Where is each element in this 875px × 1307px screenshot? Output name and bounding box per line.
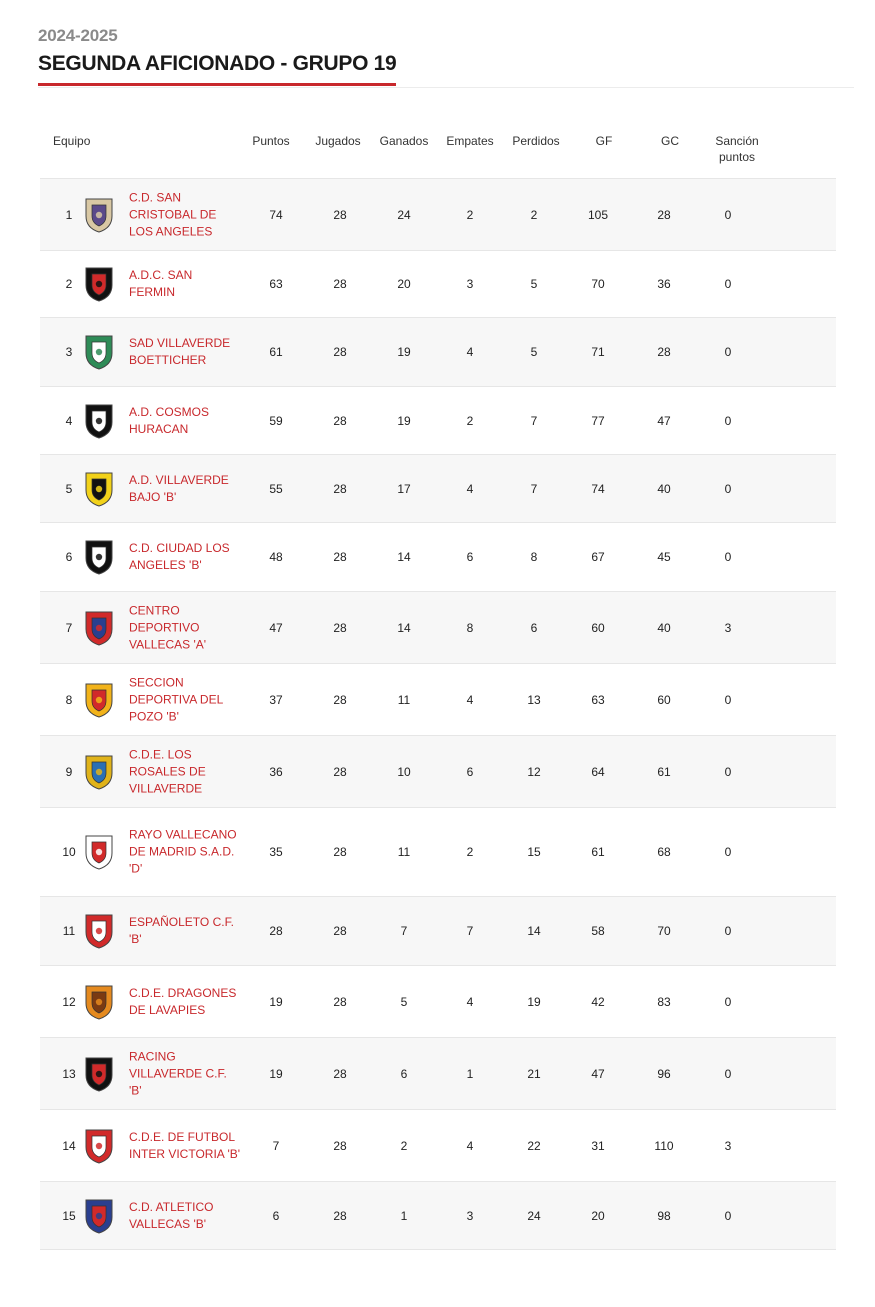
team-name-link[interactable]: C.D.E. DE FUTBOL INTER VICTORIA 'B' [129,1129,241,1161]
page-title: SEGUNDA AFICIONADO - GRUPO 19 [38,52,396,86]
team-crest-icon[interactable] [82,912,116,950]
team-sanction: 0 [724,345,732,359]
team-goals-against: 110 [654,1138,674,1153]
team-lost: 14 [527,924,541,938]
team-won: 14 [397,550,411,564]
col-team[interactable]: Equipo [53,134,91,148]
team-drawn: 7 [466,924,474,938]
team-crest-icon[interactable] [82,753,116,791]
row-position: 2 [65,277,73,291]
team-drawn: 2 [466,413,474,428]
team-points: 19 [269,994,283,1009]
team-won: 7 [400,924,408,938]
team-drawn: 6 [466,550,474,564]
team-lost: 5 [530,345,538,359]
team-drawn: 4 [466,692,474,707]
team-name-link[interactable]: C.D. CIUDAD LOS ANGELES 'B' [129,541,230,572]
team-crest-icon[interactable] [82,681,116,719]
team-won: 11 [397,845,411,859]
team-name-link[interactable]: RACING VILLAVERDE C.F. 'B' [129,1049,227,1097]
team-played: 28 [333,1066,347,1081]
team-won: 11 [397,692,411,707]
team-goals-for: 47 [591,1066,605,1081]
team-won: 20 [397,277,411,291]
team-goals-against: 70 [657,924,671,938]
row-position: 15 [62,1208,76,1223]
team-goals-against: 40 [657,620,671,635]
row-position: 11 [62,924,76,938]
team-won: 2 [400,1138,408,1153]
table-row[interactable] [40,1037,836,1109]
team-goals-for: 64 [591,764,605,779]
team-points: 6 [272,1208,280,1223]
row-position: 3 [65,345,73,359]
team-lost: 7 [530,481,538,496]
team-goals-for: 20 [591,1208,605,1223]
team-sanction: 0 [724,1208,732,1223]
team-name-link[interactable]: C.D.E. LOS ROSALES DE VILLAVERDE [129,747,206,795]
row-position: 12 [62,994,76,1009]
team-goals-for: 61 [591,845,605,859]
row-position: 10 [62,845,76,859]
team-points: 47 [269,620,283,635]
team-sanction: 0 [724,207,732,222]
row-position: 6 [65,550,73,564]
team-played: 28 [333,277,347,291]
team-goals-for: 58 [591,924,605,938]
table-row[interactable] [40,1181,836,1249]
team-goals-for: 105 [587,207,609,222]
team-points: 63 [269,277,283,291]
team-won: 6 [400,1066,408,1081]
team-name-link[interactable]: CENTRO DEPORTIVO VALLECAS 'A' [129,603,207,651]
team-drawn: 4 [466,481,474,496]
team-crest-icon[interactable] [82,1197,116,1235]
team-won: 19 [397,345,411,359]
team-sanction: 0 [724,924,732,938]
team-sanction: 0 [724,764,732,779]
table-row[interactable] [40,1109,836,1181]
season-label: 2024-2025 [38,26,118,45]
team-sanction: 0 [724,277,732,291]
team-goals-for: 60 [591,620,605,635]
team-name-link[interactable]: SAD VILLAVERDE BOETTICHER [129,336,231,367]
team-lost: 24 [527,1208,541,1223]
team-played: 28 [333,413,347,428]
team-lost: 7 [530,413,538,428]
table-row[interactable] [40,317,836,386]
team-goals-for: 70 [591,277,605,291]
table-row[interactable] [40,178,836,250]
team-drawn: 2 [466,845,474,859]
team-drawn: 4 [466,994,474,1009]
team-won: 17 [397,481,411,496]
team-played: 28 [333,994,347,1009]
team-crest-icon[interactable] [82,538,116,576]
table-row[interactable] [40,591,836,663]
table-header [40,124,836,178]
col-points[interactable]: Puntos [252,134,290,148]
row-position: 7 [65,620,73,635]
col-gc[interactable]: GC [661,134,679,148]
team-lost: 15 [527,845,541,859]
team-crest-icon[interactable] [82,609,116,647]
header-divider [38,87,854,88]
table-row[interactable] [40,454,836,522]
team-name-link[interactable]: ESPAÑOLETO C.F. 'B' [129,915,234,946]
team-goals-against: 96 [657,1066,671,1081]
team-crest-icon[interactable] [82,402,116,440]
team-played: 28 [333,550,347,564]
team-played: 28 [333,924,347,938]
team-points: 59 [269,413,283,428]
team-goals-for: 31 [591,1138,605,1153]
team-goals-for: 67 [591,550,605,564]
team-drawn: 4 [466,1138,474,1153]
team-points: 37 [269,692,283,707]
table-row[interactable] [40,807,836,896]
row-position: 4 [65,413,73,428]
team-goals-against: 98 [657,1208,671,1223]
table-row[interactable] [40,250,836,317]
col-drawn[interactable]: Empates [446,134,494,148]
team-lost: 19 [527,994,541,1009]
row-position: 1 [65,207,73,222]
team-sanction: 0 [724,845,732,859]
team-drawn: 3 [466,277,474,291]
team-goals-for: 74 [591,481,605,496]
team-goals-against: 47 [657,413,671,428]
team-points: 74 [269,207,283,222]
team-points: 55 [269,481,283,496]
team-goals-against: 68 [657,845,671,859]
team-sanction: 3 [724,1138,732,1153]
team-name-link[interactable]: C.D.E. DRAGONES DE LAVAPIES [129,985,237,1017]
team-crest-icon[interactable] [82,833,116,871]
col-sanction[interactable] [704,133,770,165]
team-sanction: 0 [724,1066,732,1081]
team-crest-icon[interactable] [82,265,116,303]
team-played: 28 [333,345,347,359]
row-position: 13 [62,1066,76,1081]
col-sanction-line1: Sanción [715,134,759,148]
col-sanction-line2: puntos [718,150,756,164]
team-name-link[interactable]: C.D. ATLETICO VALLECAS 'B' [129,1199,214,1231]
team-lost: 2 [530,207,538,222]
team-crest-icon[interactable] [82,1127,116,1165]
standings-table [40,124,836,1250]
team-sanction: 0 [724,692,732,707]
team-drawn: 2 [466,207,474,222]
row-position: 14 [62,1138,76,1153]
team-lost: 13 [527,692,541,707]
team-lost: 5 [530,277,538,291]
team-points: 19 [269,1066,283,1081]
team-played: 28 [333,1138,347,1153]
team-points: 48 [269,550,283,564]
team-goals-against: 28 [657,207,671,222]
page-header [38,26,854,86]
team-goals-for: 63 [591,692,605,707]
team-points: 28 [269,924,283,938]
team-played: 28 [333,481,347,496]
team-sanction: 0 [724,481,732,496]
team-played: 28 [333,845,347,859]
table-row[interactable] [40,386,836,454]
team-name-link[interactable]: C.D. SAN CRISTOBAL DE LOS ANGELES [129,190,217,238]
table-row[interactable] [40,896,836,965]
team-drawn: 1 [466,1066,474,1081]
team-played: 28 [333,207,347,222]
team-crest-icon[interactable] [82,470,116,508]
table-row[interactable] [40,965,836,1037]
team-won: 5 [400,994,408,1009]
table-body [40,178,836,1250]
team-played: 28 [333,764,347,779]
team-goals-against: 60 [657,692,671,707]
team-lost: 6 [530,620,538,635]
team-points: 7 [272,1138,280,1153]
team-lost: 12 [527,764,541,779]
team-drawn: 4 [466,345,474,359]
team-goals-for: 71 [591,345,605,359]
team-drawn: 6 [466,764,474,779]
row-position: 5 [65,481,73,496]
team-sanction: 0 [724,994,732,1009]
team-played: 28 [333,1208,347,1223]
col-won[interactable]: Ganados [379,134,429,148]
team-name-link[interactable]: A.D. COSMOS HURACAN [129,404,210,436]
team-goals-against: 45 [657,550,671,564]
team-played: 28 [333,692,347,707]
team-lost: 21 [527,1066,541,1081]
table-row[interactable] [40,522,836,591]
team-goals-against: 83 [657,994,671,1009]
row-position: 8 [65,692,73,707]
team-goals-against: 36 [657,277,671,291]
team-goals-for: 77 [591,413,605,428]
team-crest-icon[interactable] [82,983,116,1021]
team-sanction: 0 [724,550,732,564]
team-crest-icon[interactable] [82,333,116,371]
table-row[interactable] [40,663,836,735]
team-crest-icon[interactable] [82,196,116,234]
team-points: 61 [269,345,283,359]
col-played[interactable]: Jugados [315,134,361,148]
team-goals-against: 61 [657,764,671,779]
team-crest-icon[interactable] [82,1055,116,1093]
team-drawn: 8 [466,620,474,635]
team-lost: 22 [527,1138,541,1153]
team-won: 14 [397,620,411,635]
team-name-link[interactable]: A.D. VILLAVERDE BAJO 'B' [129,472,229,504]
team-goals-against: 28 [657,345,671,359]
team-won: 1 [400,1208,408,1223]
team-name-link[interactable]: A.D.C. SAN FERMIN [129,268,193,299]
team-goals-for: 42 [591,994,605,1009]
team-sanction: 0 [724,413,732,428]
team-won: 19 [397,413,411,428]
team-points: 36 [269,764,283,779]
team-won: 10 [397,764,411,779]
team-sanction: 3 [724,620,732,635]
row-position: 9 [65,764,73,779]
team-drawn: 3 [466,1208,474,1223]
team-won: 24 [397,207,411,222]
team-lost: 8 [530,550,538,564]
team-name-link[interactable]: SECCION DEPORTIVA DEL POZO 'B' [129,675,223,723]
team-points: 35 [269,845,283,859]
team-goals-against: 40 [657,481,671,496]
col-lost[interactable]: Perdidos [512,134,560,148]
col-gf[interactable]: GF [595,134,613,148]
team-name-link[interactable]: RAYO VALLECANO DE MADRID S.A.D. 'D' [129,827,237,876]
table-row[interactable] [40,735,836,807]
team-played: 28 [333,620,347,635]
